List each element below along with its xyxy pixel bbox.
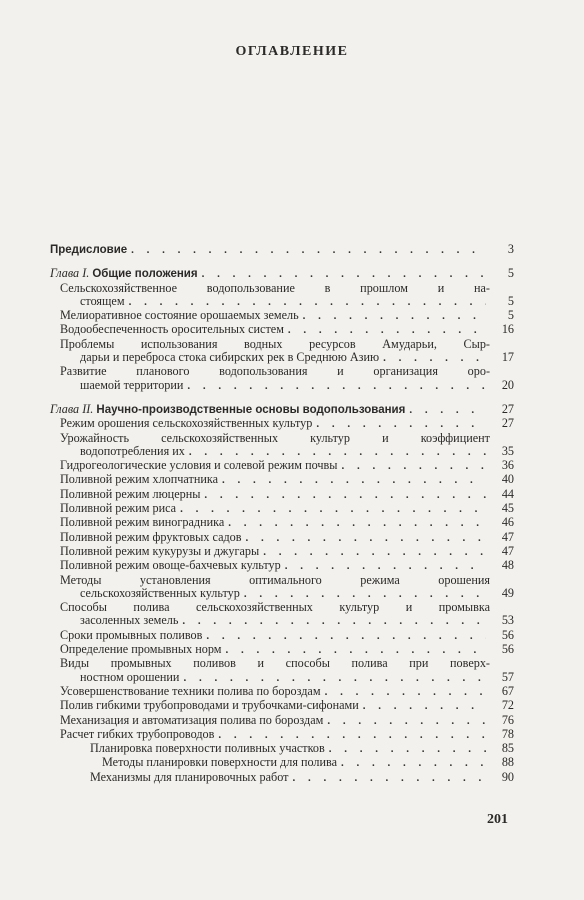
leader-dots [228, 517, 486, 530]
toc-entry[interactable] [50, 473, 514, 487]
toc-page-number: 47 [501, 543, 514, 558]
toc-entry[interactable] [50, 432, 514, 460]
toc-entry[interactable] [50, 771, 514, 785]
toc-page-number: 56 [501, 627, 514, 642]
toc-entry[interactable] [50, 559, 514, 573]
toc-entry[interactable] [50, 365, 514, 393]
leader-dots [189, 446, 486, 459]
toc-entry[interactable] [50, 309, 514, 323]
toc-entry[interactable] [50, 459, 514, 473]
toc-entry-text: шаемой территории [80, 377, 184, 392]
toc-entry-text: Усовершенствование техники полива по бороздам [60, 683, 321, 698]
toc-entry[interactable] [50, 338, 514, 366]
toc-page-number: 5 [507, 266, 514, 281]
table-of-contents [50, 243, 514, 785]
toc-page-number: 53 [501, 613, 514, 628]
toc-page-number: 67 [501, 683, 514, 698]
leader-dots [187, 380, 486, 393]
toc-entry-text: Сроки промывных поливов [60, 627, 203, 642]
leader-dots [329, 743, 486, 756]
toc-entry-preface[interactable] [50, 243, 514, 257]
toc-entry[interactable] [50, 323, 514, 337]
toc-entry[interactable] [50, 714, 514, 728]
toc-entry-text: Способы полива сельскохозяйственных культур и промывка [60, 600, 490, 615]
toc-page-number: 49 [501, 585, 514, 600]
toc-entry-text: Водообеспеченность оросительных систем [60, 322, 284, 337]
toc-page-number: 57 [501, 669, 514, 684]
leader-dots [263, 546, 486, 559]
toc-page-number: 27 [501, 401, 514, 416]
toc-entry[interactable] [50, 643, 514, 657]
leader-dots [202, 268, 486, 281]
toc-page-number: 45 [501, 501, 514, 516]
toc-entry-text: стоящем [80, 293, 125, 308]
leader-dots [218, 729, 486, 742]
toc-entry-text: Поливной режим виноградника [60, 515, 225, 530]
chapter-title: Общие положения [92, 268, 198, 281]
toc-entry-text: Планировка поверхности поливных участков [90, 741, 325, 756]
toc-entry-text: Методы установления оптимального режима орошения [60, 572, 490, 587]
toc-entry-text: Гидрогеологические условия и солевой режим почвы [60, 458, 338, 473]
leader-dots [341, 460, 486, 473]
chapter-label: Глава II. [50, 401, 94, 416]
toc-entry-text: Развитие планового водопользования и организация оро- [60, 364, 490, 379]
leader-dots [246, 532, 486, 545]
toc-entry[interactable] [50, 574, 514, 602]
toc-entry[interactable] [50, 488, 514, 502]
leader-dots [183, 672, 486, 685]
toc-entry-text: засоленных земель [80, 613, 179, 628]
leader-dots [383, 352, 486, 365]
toc-entry[interactable] [50, 502, 514, 516]
toc-entry-text: водопотребления их [80, 443, 185, 458]
leader-dots [244, 588, 486, 601]
toc-chapter-1[interactable] [50, 267, 514, 281]
leader-dots [363, 700, 486, 713]
toc-entry-text: ностном орошении [80, 669, 180, 684]
toc-entry-text: Полив гибкими трубопроводами и трубочками-сифонами [60, 698, 359, 713]
toc-page-number: 5 [507, 308, 514, 323]
toc-entry-text: Поливной режим хлопчатника [60, 472, 219, 487]
toc-page-number: 3 [507, 242, 514, 256]
chapter-2-items [50, 417, 514, 785]
toc-entry-text: Поливной режим фруктовых садов [60, 529, 242, 544]
leader-dots [288, 324, 486, 337]
toc-page-number: 46 [501, 515, 514, 530]
toc-entry[interactable] [50, 601, 514, 629]
toc-page-number: 44 [501, 486, 514, 501]
toc-page-number: 5 [507, 293, 514, 308]
toc-page-number: 20 [501, 377, 514, 392]
toc-entry-text: Методы планировки поверхности для полива [102, 755, 338, 770]
leader-dots [341, 757, 486, 770]
leader-dots [129, 296, 486, 309]
toc-chapter-2[interactable] [50, 403, 514, 417]
toc-page-number: 78 [501, 726, 514, 741]
toc-entry[interactable] [50, 699, 514, 713]
leader-dots [303, 310, 486, 323]
toc-entry-text: Виды промывных поливов и способы полива при поверх- [60, 656, 490, 671]
toc-page-number: 76 [501, 712, 514, 727]
leader-dots [327, 715, 486, 728]
toc-entry[interactable] [50, 728, 514, 742]
toc-entry[interactable] [50, 629, 514, 643]
toc-entry[interactable] [50, 417, 514, 431]
leader-dots [182, 615, 486, 628]
toc-entry-text: Механизмы для планировочных работ [90, 769, 289, 784]
toc-entry-text: дарьи и переброса стока сибирских рек в Среднюю Азию [80, 350, 380, 365]
toc-page-number: 17 [501, 350, 514, 365]
toc-page-number: 16 [501, 322, 514, 337]
toc-page-number: 56 [501, 642, 514, 657]
leader-dots [292, 772, 486, 785]
toc-page-number: 85 [501, 741, 514, 756]
toc-entry-text: Урожайность сельскохозяйственных культур и коэффициент [60, 430, 490, 445]
toc-entry-text: сельскохозяйственных культур [80, 585, 240, 600]
leader-dots [409, 404, 486, 417]
toc-page-number: 35 [501, 443, 514, 458]
toc-entry-text: Поливной режим кукурузы и джугары [60, 543, 260, 558]
toc-page-number: 47 [501, 529, 514, 544]
page-title: ОГЛАВЛЕНИЕ [235, 44, 349, 59]
leader-dots [222, 474, 486, 487]
chapter-title: Научно-производственные основы водопользования [96, 403, 406, 416]
toc-entry-text: Поливной режим люцерны [60, 486, 201, 501]
toc-page-number: 48 [501, 558, 514, 573]
chapter-label: Глава I. [50, 266, 90, 281]
leader-dots [226, 644, 487, 657]
toc-page-number: 40 [501, 472, 514, 487]
toc-entry[interactable] [50, 685, 514, 699]
toc-entry-text: Мелиоративное состояние орошаемых земель [60, 308, 299, 323]
toc-page-number: 36 [501, 458, 514, 473]
toc-entry-text: Сельскохозяйственное водопользование в прошлом и на- [60, 280, 490, 295]
leader-dots [325, 686, 486, 699]
leader-dots [316, 418, 486, 431]
chapter-1-items [50, 282, 514, 393]
toc-page-number: 88 [501, 755, 514, 770]
toc-entry[interactable] [50, 531, 514, 545]
leader-dots [206, 630, 486, 643]
toc-entry-text: Механизация и автоматизация полива по бороздам [60, 712, 324, 727]
toc-entry-label: Предисловие [50, 244, 128, 256]
toc-entry-text: Поливной режим риса [60, 501, 177, 516]
page-number: 201 [487, 812, 508, 827]
toc-entry[interactable] [50, 282, 514, 310]
toc-page-number: 27 [501, 416, 514, 431]
toc-entry[interactable] [50, 516, 514, 530]
leader-dots [285, 560, 486, 573]
leader-dots [204, 489, 486, 502]
toc-entry-text: Режим орошения сельскохозяйственных культур [60, 416, 313, 431]
toc-page-number: 90 [501, 769, 514, 784]
toc-entry[interactable] [50, 756, 514, 770]
toc-entry[interactable] [50, 742, 514, 756]
toc-entry[interactable] [50, 545, 514, 559]
toc-entry-text: Поливной режим овоще-бахчевых культур [60, 558, 281, 573]
toc-entry-text: Проблемы использования водных ресурсов Амударьи, Сыр- [60, 336, 490, 351]
leader-dots [131, 244, 486, 257]
leader-dots [180, 503, 486, 516]
toc-entry-text: Определение промывных норм [60, 642, 222, 657]
toc-page-number: 72 [501, 698, 514, 713]
toc-entry[interactable] [50, 657, 514, 685]
toc-entry-text: Расчет гибких трубопроводов [60, 726, 215, 741]
